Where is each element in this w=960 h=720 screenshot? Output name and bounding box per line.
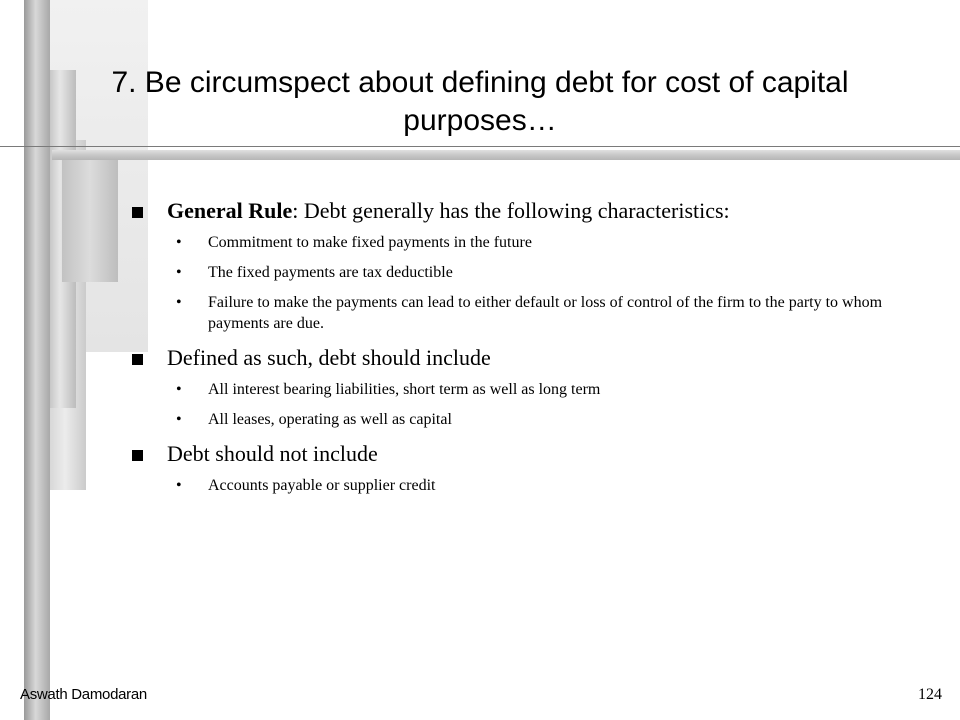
- sub-bullet: [132, 475, 912, 496]
- dot-bullet-icon: •: [176, 477, 182, 494]
- slide-title: 7. Be circumspect about defining debt for cost of capital purposes…: [111, 66, 849, 137]
- bullet-text: : Debt generally has the following characteristics:: [292, 198, 730, 223]
- dot-bullet-icon: •: [176, 234, 182, 251]
- dot-bullet-icon: •: [176, 411, 182, 428]
- sub-bullet: [132, 262, 912, 283]
- sub-bullet: [132, 292, 912, 334]
- square-bullet-icon: [132, 207, 143, 218]
- sub-bullet-text: Failure to make the payments can lead to either default or loss of control of the firm to the party to whom payments are due.: [208, 294, 883, 332]
- sub-bullet: [132, 409, 912, 430]
- decorative-bar: [62, 160, 118, 282]
- bullet-text: Debt should not include: [167, 441, 378, 466]
- sub-bullet-text: Accounts payable or supplier credit: [208, 477, 436, 494]
- bullet-point: [132, 343, 912, 373]
- slide-body: [132, 196, 912, 505]
- bullet-text: Defined as such, debt should include: [167, 345, 491, 370]
- dot-bullet-icon: •: [176, 294, 182, 311]
- square-bullet-icon: [132, 354, 143, 365]
- footer-author: Aswath Damodaran: [20, 686, 147, 703]
- sub-bullet-text: The fixed payments are tax deductible: [208, 264, 453, 281]
- bullet-point: [132, 439, 912, 469]
- bullet-bold-label: General Rule: [167, 198, 293, 223]
- sub-bullet: [132, 232, 912, 253]
- title-rule: [0, 146, 960, 147]
- decorative-bar: [24, 0, 50, 720]
- sub-bullet-text: All interest bearing liabilities, short term as well as long term: [208, 381, 601, 398]
- sub-bullet-text: Commitment to make fixed payments in the future: [208, 234, 532, 251]
- dot-bullet-icon: •: [176, 381, 182, 398]
- title-underline-bar: [52, 150, 960, 160]
- bullet-point: [132, 196, 912, 226]
- sub-bullet-text: All leases, operating as well as capital: [208, 411, 452, 428]
- sub-bullet: [132, 379, 912, 400]
- page-number: 124: [918, 686, 942, 703]
- square-bullet-icon: [132, 450, 143, 461]
- dot-bullet-icon: •: [176, 264, 182, 281]
